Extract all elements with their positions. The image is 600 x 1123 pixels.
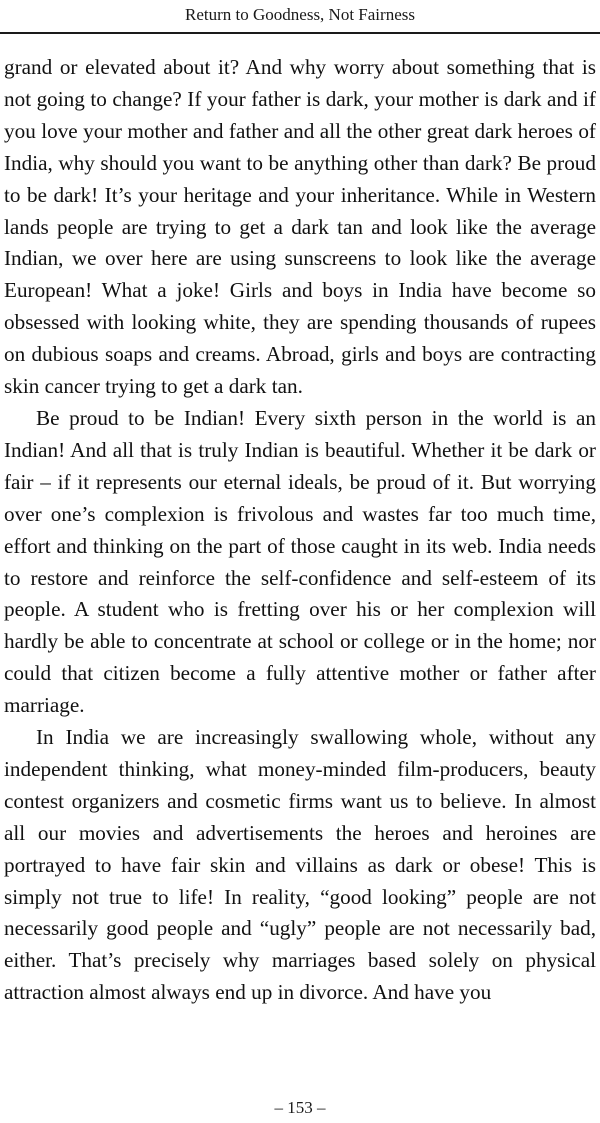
page-number: – 153 – <box>274 1098 326 1117</box>
paragraph-continued: grand or elevated about it? And why worry about something that is not going to change? If your father is dark, your mother is dark and if you love your mother and father and all the other great dark heroes of India, why should you want to be anything other than dark? Be proud to be dark! It’s your heritage and your inheritance. While in Western lands people are trying to get a dark tan and look like the average Indian, we over here are using sunscreens to look like the average European! What a joke! Girls and boys in India have become so obsessed with looking white, they are spending thousands of rupees on dubious soaps and creams. Abroad, girls and boys are contracting skin cancer trying to get a dark tan. <box>4 55 596 399</box>
header-rule <box>0 32 600 34</box>
paragraph-in-india: In India we are increasingly swallowing whole, without any independent thinking, what money-minded film-producers, beauty contest organizers and cosmetic firms want us to believe. In almost all our movies and advertisements the heroes and heroines are portrayed to have fair skin and villains as dark or obese! This is simply not true to life! In reality, “good looking” people are not necessarily good people and “ugly” people are not necessarily bad, either. That’s precisely why marriages based solely on physical attraction almost always end up in divorce. And have you <box>4 725 596 1005</box>
running-header-title: Return to Goodness, Not Fairness <box>185 5 415 24</box>
paragraph-be-proud: Be proud to be Indian! Every sixth person in the world is an Indian! And all that is truly Indian is beautiful. Whether it be dark or fair – if it represents our eternal ideals, be proud of it. But worrying over one’s complexion is frivolous and wastes far too much time, effort and thinking on the part of those caught in its web. India needs to restore and reinforce the self-confidence and self-esteem of its people. A student who is fretting over his or her complexion will hardly be able to concentrate at school or college or in the home; nor could that citizen become a fully attentive mother or father after marriage. <box>4 405 596 718</box>
body-text <box>4 52 596 1009</box>
